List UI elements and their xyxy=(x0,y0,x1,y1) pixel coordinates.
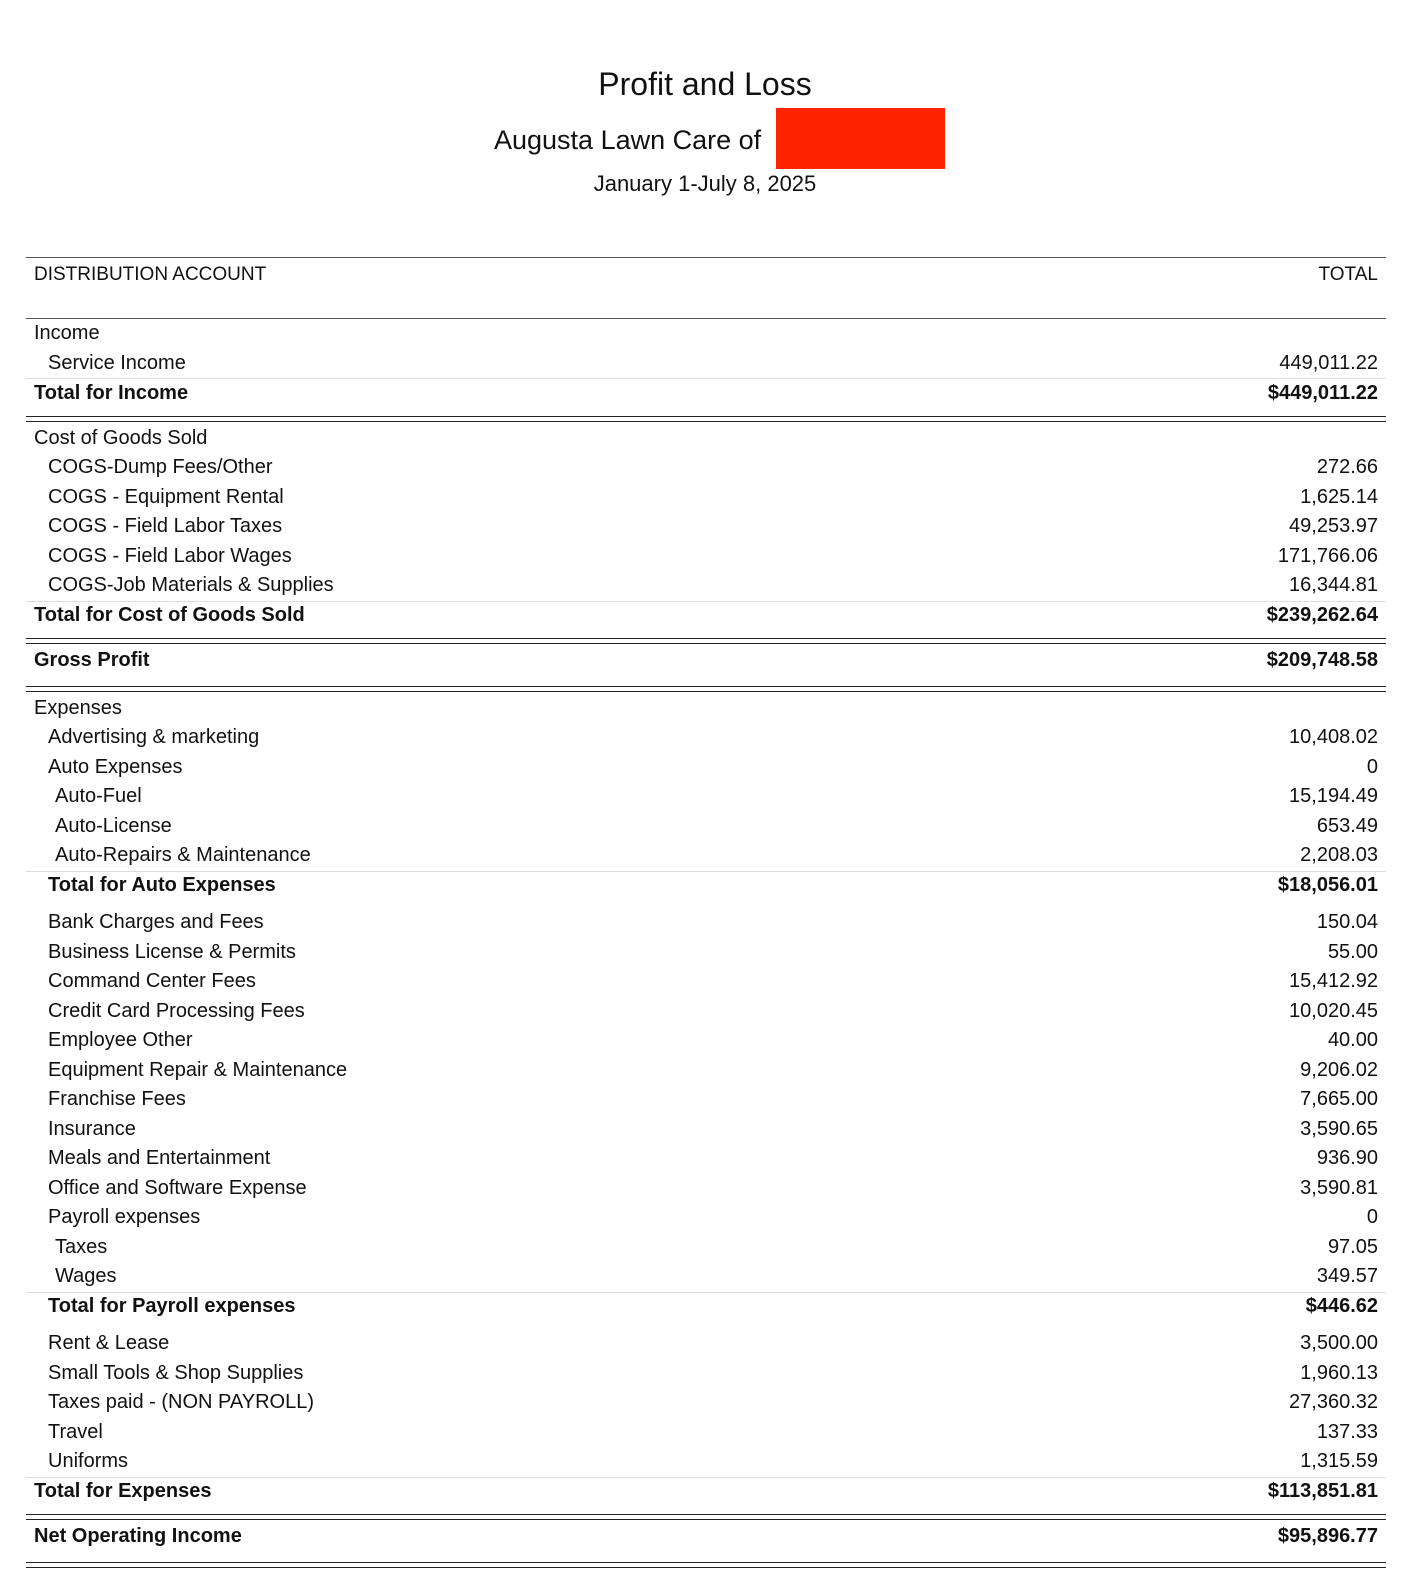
row-amount: 272.66 xyxy=(1316,456,1378,479)
total-row-auto xyxy=(26,871,1386,901)
row-label: Total for Auto Expenses xyxy=(48,874,276,897)
row-amount: 0 xyxy=(1366,1206,1378,1229)
total-row-cogs xyxy=(26,601,1386,631)
table-row xyxy=(26,997,1386,1027)
row-label: Auto-License xyxy=(55,814,172,837)
table-row xyxy=(26,1418,1386,1448)
row-amount: 10,408.02 xyxy=(1289,726,1378,749)
row-label: Advertising & marketing xyxy=(48,726,260,749)
row-label: Gross Profit xyxy=(34,649,150,672)
table-row xyxy=(26,453,1386,483)
row-amount: 0 xyxy=(1366,755,1378,778)
row-label: Meals and Entertainment xyxy=(48,1147,271,1170)
row-amount: 449,011.22 xyxy=(1279,351,1378,374)
row-amount: 10,020.45 xyxy=(1289,999,1378,1022)
row-amount: 16,344.81 xyxy=(1289,574,1378,597)
table-row xyxy=(26,1233,1386,1263)
spacer xyxy=(26,900,1386,908)
row-amount: 3,590.65 xyxy=(1300,1117,1378,1140)
double-rule xyxy=(26,416,1386,422)
row-label: COGS - Field Labor Taxes xyxy=(48,515,283,538)
row-label: COGS-Dump Fees/Other xyxy=(48,456,273,479)
table-row xyxy=(26,841,1386,871)
double-rule xyxy=(26,1514,1386,1520)
row-amount: 55.00 xyxy=(1327,940,1378,963)
row-amount: 349.57 xyxy=(1316,1265,1378,1288)
row-amount: 653.49 xyxy=(1316,814,1378,837)
row-amount: 15,194.49 xyxy=(1289,785,1378,808)
table-row xyxy=(26,723,1386,753)
row-amount: 7,665.00 xyxy=(1300,1088,1378,1111)
table-row xyxy=(26,1026,1386,1056)
table-row xyxy=(26,812,1386,842)
row-label: Payroll expenses xyxy=(48,1206,201,1229)
row-label: COGS - Equipment Rental xyxy=(48,485,284,508)
total-row-expenses xyxy=(26,1477,1386,1507)
table-row xyxy=(26,512,1386,542)
row-label: Uniforms xyxy=(48,1450,129,1473)
row-amount: $113,851.81 xyxy=(1267,1480,1378,1503)
row-amount: 1,625.14 xyxy=(1300,485,1378,508)
row-label: Total for Expenses xyxy=(34,1480,212,1503)
row-label: Insurance xyxy=(48,1117,136,1140)
row-label: Service Income xyxy=(48,351,186,374)
section-header-income xyxy=(26,319,1386,349)
row-amount: 9,206.02 xyxy=(1300,1058,1378,1081)
row-label: Total for Cost of Goods Sold xyxy=(34,604,305,627)
row-label: Total for Payroll expenses xyxy=(48,1295,296,1318)
row-amount: 2,208.03 xyxy=(1300,844,1378,867)
report-period: January 1-July 8, 2025 xyxy=(593,171,817,196)
table-row xyxy=(26,1447,1386,1477)
row-amount: 1,315.59 xyxy=(1300,1450,1378,1473)
table-row xyxy=(26,349,1386,379)
row-label: Bank Charges and Fees xyxy=(48,911,264,934)
row-label: Office and Software Expense xyxy=(48,1176,307,1199)
row-label: Income xyxy=(34,322,100,345)
row-label: Travel xyxy=(48,1420,103,1443)
table-row xyxy=(26,938,1386,968)
row-amount: 27,360.32 xyxy=(1289,1391,1378,1414)
row-label: Expenses xyxy=(34,696,122,719)
row-amount: $18,056.01 xyxy=(1277,874,1378,897)
section-header-cogs xyxy=(26,424,1386,454)
row-amount: 150.04 xyxy=(1316,911,1378,934)
row-amount: $446.62 xyxy=(1305,1295,1378,1318)
double-rule xyxy=(26,686,1386,692)
column-header xyxy=(26,257,1386,319)
row-label: Command Center Fees xyxy=(48,970,256,993)
table-row xyxy=(26,908,1386,938)
row-amount: $239,262.64 xyxy=(1266,604,1378,627)
table-row xyxy=(26,1329,1386,1359)
row-label: Rent & Lease xyxy=(48,1332,170,1355)
row-label: Cost of Goods Sold xyxy=(34,426,208,449)
row-label: Net Operating Income xyxy=(34,1525,242,1548)
table-row xyxy=(26,1388,1386,1418)
row-label: Auto Expenses xyxy=(48,755,183,778)
row-amount: 1,960.13 xyxy=(1300,1361,1378,1384)
row-amount: $95,896.77 xyxy=(1277,1525,1378,1548)
table-row xyxy=(26,753,1386,783)
row-label: Taxes paid - (NON PAYROLL) xyxy=(48,1391,315,1414)
column-header-total: TOTAL xyxy=(1318,264,1378,285)
table-row xyxy=(26,1174,1386,1204)
row-amount: $209,748.58 xyxy=(1266,649,1378,672)
row-amount: 137.33 xyxy=(1316,1420,1378,1443)
double-rule xyxy=(26,638,1386,644)
total-row-payroll xyxy=(26,1292,1386,1322)
report-table xyxy=(26,257,1386,1570)
row-label: Total for Income xyxy=(34,381,189,404)
row-label: Credit Card Processing Fees xyxy=(48,999,305,1022)
row-label: Auto-Fuel xyxy=(55,785,142,808)
row-amount: 3,500.00 xyxy=(1300,1332,1378,1355)
table-row xyxy=(26,1262,1386,1292)
row-label: Employee Other xyxy=(48,1029,193,1052)
table-row xyxy=(26,1359,1386,1389)
table-row xyxy=(26,1085,1386,1115)
report-title: Profit and Loss xyxy=(598,66,812,102)
table-row xyxy=(26,1144,1386,1174)
row-label: Business License & Permits xyxy=(48,940,296,963)
table-row xyxy=(26,1115,1386,1145)
row-label: Franchise Fees xyxy=(48,1088,186,1111)
row-amount: 40.00 xyxy=(1327,1029,1378,1052)
table-row xyxy=(26,542,1386,572)
row-amount: 97.05 xyxy=(1327,1235,1378,1258)
redaction-box xyxy=(776,108,945,169)
table-row xyxy=(26,967,1386,997)
row-label: COGS - Field Labor Wages xyxy=(48,544,292,567)
row-label: Small Tools & Shop Supplies xyxy=(48,1361,304,1384)
table-row xyxy=(26,1203,1386,1233)
gross-profit-row xyxy=(26,646,1386,676)
table-row xyxy=(26,1056,1386,1086)
row-label: Auto-Repairs & Maintenance xyxy=(55,844,311,867)
row-label: COGS-Job Materials & Supplies xyxy=(48,574,334,597)
table-row xyxy=(26,782,1386,812)
net-operating-income-row xyxy=(26,1522,1386,1552)
double-rule xyxy=(26,1562,1386,1568)
row-label: Wages xyxy=(55,1265,117,1288)
table-row xyxy=(26,571,1386,601)
spacer xyxy=(26,1321,1386,1329)
company-name: Augusta Lawn Care of xyxy=(494,125,762,155)
section-header-expenses xyxy=(26,694,1386,724)
total-row-income xyxy=(26,378,1386,408)
column-header-account: DISTRIBUTION ACCOUNT xyxy=(34,264,267,285)
row-amount: 15,412.92 xyxy=(1289,970,1378,993)
table-row xyxy=(26,483,1386,513)
row-amount: $449,011.22 xyxy=(1267,381,1378,404)
row-amount: 936.90 xyxy=(1316,1147,1378,1170)
row-amount: 3,590.81 xyxy=(1300,1176,1378,1199)
row-amount: 171,766.06 xyxy=(1277,544,1378,567)
row-label: Taxes xyxy=(55,1235,108,1258)
row-label: Equipment Repair & Maintenance xyxy=(48,1058,348,1081)
row-amount: 49,253.97 xyxy=(1289,515,1378,538)
